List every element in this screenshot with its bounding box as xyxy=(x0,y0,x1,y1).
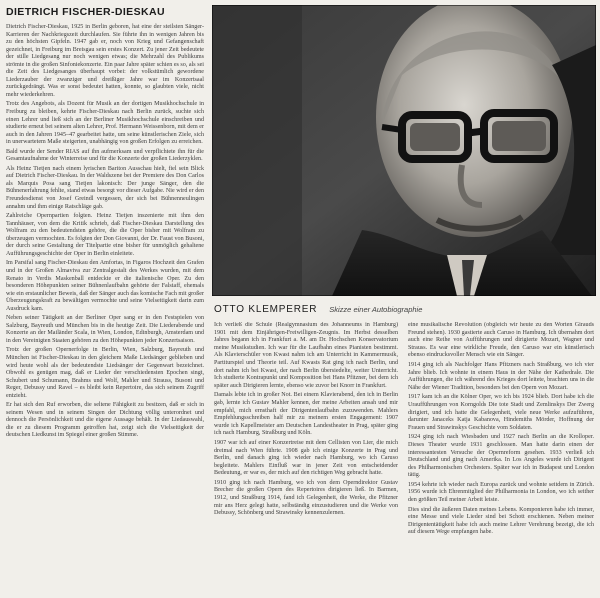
right-paragraph: Damals lebte ich in großer Not. Bei einem Klavierabend, den ich in Berlin gab, lernte ich Gustav Mahler kennen, der meine Arbeiten ansah und mir empfahl, mich ernsthaft der Dirigentenlaufbahn zuzuwenden. Mahlers Empfehlungsschreiben half mir zu meinem ersten Engagement: 1907 wurde ich Kapellmeister am Deutschen Landestheater in Prag, später ging ich nach Hamburg, Straßburg und Köln. xyxy=(214,392,398,437)
right-paragraph: eine musikalische Revolution (obgleich wir heute zu den Worten Girauds Freund stehen). 1930 gastierte auch Caruso in Hamburg. Ich übernahm dort auch eine Reihe von Aufführungen und dirigierte Mozart, Wagner und Strauss. Es war eine wirkliche Freude, den Caruso war ein künstlerisch ebenso eindrucksvoller Mensch wie ein Sänger. xyxy=(408,322,594,359)
right-paragraph: 1914 ging ich als Nachfolger Hans Pfitzners nach Straßburg, wo ich vier Jahre blieb. Ich wohnte in einem Haus in der Nähe der Kathedrale. Die Aufführungen, die ich während des Krieges dort leitete, brachten uns in die Nähe der Wiener Tradition, besonders bei den Opern von Mozart. xyxy=(408,361,594,391)
right-paragraph: Dies sind die äußeren Daten meines Lebens. Komponieren habe ich immer, eine Messe und viele Lieder sind bei Schott erschienen. Neben meiner Dirigententätigkeit habe ich auch meine Lehrer Verehrung bezeigt, die ich auf diesem Wege empfangen habe. xyxy=(408,506,594,536)
portrait-photo xyxy=(212,5,596,296)
left-paragraph: Neben seiner Tätigkeit an der Berliner Oper sang er in den Festspielen von Salzburg, Bayreuth und München bis in die heutige Zeit. Die Liederabende und Konzerte an der Mailänder Scala, in Wien, London, Edinburgh, Amsterdam und in den Vereinigten Staaten gehören zu den Höhepunkten jeder Konzertsaison. xyxy=(6,315,204,344)
article-heading xyxy=(214,304,594,320)
right-paragraph: 1924 ging ich nach Wiesbaden und 1927 nach Berlin an die Krolloper. Dieses Theater wurde 1931 geschlossen. Man hatte darin einen der interessantesten Versuche der Opernreform gesehen. 1933 verließ ich Deutschland und ging nach Amerika. In Los Angeles wurde ich Dirigent des Philharmonischen Orchesters. Später war ich in Budapest und London tätig. xyxy=(408,434,594,479)
left-paragraph: Bald wurde der Sender RIAS auf ihn aufmerksam und verpflichtete ihn für die Gesamtaufnahme der Winterreise und für die Konzerte der großen Liederzyklen. xyxy=(6,148,204,163)
left-paragraph: Zahlreiche Opernpartien folgten. Heinz Tietjen inszenierte mit ihm den Tannhäuser, von dem die Kritik schrieb, daß Fischer-Dieskau Darstellung des Wolfram zu den bedeutendsten gehöre, die die Oper bisher mit Wolfram zu überzeugen vermochten. Es folgten der Don Giovanni, der Dr. Faust von Busoni, der durch seine Gestaltung der Titelpartie eine bisher für unmöglich gehaltene Aufführungsgeschichte der Oper in Berlin einleitete. xyxy=(6,213,204,257)
portrait-illustration xyxy=(212,5,596,296)
right-paragraph: 1954 kehrte ich wieder nach Europa zurück und wohnte seitdem in Zürich. 1956 wurde ich Ehrenmitglied der Philharmonia in London, wo ich seither den größten Teil meiner Arbeit leiste. xyxy=(408,481,594,504)
left-title: DIETRICH FISCHER-DIESKAU xyxy=(6,6,165,18)
left-text xyxy=(6,24,204,440)
right-column-2 xyxy=(408,322,594,592)
left-paragraph: Trotz der großen Opernerfolge in Berlin, Wien, Salzburg, Bayreuth und München ist Fischer-Dieskau in den gleichem Maße Liedsänger geblieben und wird heute wohl als der bedeutendste Liedsänger der Gegenwart bezeichnet. Obwohl es genügen mag, daß er Lieder der verschiedensten Epochen singt, Schubert und Schumann, Brahms und Wolf, Mahler und Strauss, Busoni und Reger, Debussy und Ravel – es bleibt kein Repertoire, das sich seinem Zugriff entzieht. xyxy=(6,347,204,399)
left-paragraph: Er hat sich den Ruf erworben, die seltene Fähigkeit zu besitzen, daß er sich in seinem Wesen und in seinem Singen der Dichtung völlig unterordnet und dennoch die Persönlichkeit und die eigene Aussage behält. In der Liedauswahl, die er zu diesem Programm getroffen hat, zeigt sich die Vielseitigkeit der deutschen Liedkunst im Spiegel einer großen Stimme. xyxy=(6,402,204,439)
right-paragraph: 1910 ging ich nach Hamburg, wo ich von dem Operndirektor Gustav Brecher die großen Opern des Repertoires dirigieren ließ. In Barmen, 1912, und Straßburg 1914, fand ich Gelegenheit, die Werke, die Pfitzner mir ans Herz gelegt hatte, selbständig einzustudieren und die Werke von Debussy, Schönberg und Strawinsky kennenzulernen. xyxy=(214,479,398,517)
article-title: OTTO KLEMPERER xyxy=(214,304,318,315)
right-paragraph: 1917 kam ich an die Kölner Oper, wo ich bis 1924 blieb. Dort habe ich die Uraufführungen von Korngolds Die tote Stadt und Zemlinskys Der Zwerg dirigiert, und ich hatte die Gelegenheit, viele neue Werke aufzuführen, darunter Janaceks Katja Kabanova, Hindemiths Mörder, Hoffnung der Frauen und Strawinskys Geschichte vom Soldaten. xyxy=(408,394,594,431)
right-paragraph: 1907 war ich auf einer Konzertreise mit dem Cellisten von Lier, die mich dreimal nach Wien führte. 1908 gab ich einige Konzerte in Prag und Berlin, und danach ging ich wieder nach Hamburg, wo ich Caruso begleitete. Mahlers Einfluß war in jener Zeit von entscheidender Bedeutung, er war es, der mich auf den richtigen Weg gebracht hatte. xyxy=(214,439,398,477)
right-column-1 xyxy=(214,322,398,592)
left-column xyxy=(6,6,204,592)
right-paragraph: Ich verließ die Schule (Realgymnasium des Johanneums in Hamburg) 1901 mit dem Einjährigen-Freiwilligen-Zeugnis. Im Herbst desselben Jahres begann ich in Frankfurt a. M. am Dr. Hochschen Konservatorium meine Musikstudien. Ich war für die Laufbahn eines Pianisten bestimmt. Als Klavierschüler von Kwast nahm ich am Unterricht in Kammermusik, Partiturspiel und Theorie teil. Auf Kwasts Rat ging ich nach Berlin, und dort nahm ich bei Kwast, der nach Berlin übersiedelte, weiter Unterricht. Ich studierte Kontrapunkt und Komposition bei Hans Pfitzner, bei dem ich später auch Dirigieren lernte, ebenso wie zuvor bei Knorr in Frankfurt. xyxy=(214,322,398,389)
left-paragraph: Trotz des Angebots, als Dozent für Musik an der dortigen Musikhochschule in Freiburg zu bleiben, kehrte Fischer-Dieskau nach Berlin zurück, suchte sich einen Lehrer und ließ sich an der Berliner Musikhochschule einschreiben und studierte erneut bei seinem alten Lehrer, Prof. Hermann Weissenborn, mit dem er auch in den Jahren 1945–47 gearbeitet hatte, um seine künstlerischen Ziele, sich in unerwartetem Maße steigerten, unabhängig von großen Erfolgen zu erreichen. xyxy=(6,101,204,146)
left-paragraph: Dietrich Fischer-Dieskau, 1925 in Berlin geboren, hat eine der steilsten Sänger-Karrieren der Nachkriegszeit durchlaufen. Sie führte ihn in wenigen Jahren bis zu den höchsten Gipfeln. 1947 gab er, noch von Krieg und Gefangenschaft gezeichnet, in Freiburg im Breisgau sein erstes Konzert. Zu jener Zeit bedeutete der stille Liedgesang nur noch wenigen etwas; die Mehrzahl des Publikums strömte in die großen Sinfoniekonzerte. Ein paar Jahre später schien es so, als sei die Zeit des Liedgesanges überhaupt vorbei: der volkstümlich gewordene Liederzauber der zwanziger und dreißiger Jahre war im Konzertsaal zurückgedrängt. Was er sonst bedeutet hatten, konnte, so glaubten viele, nicht mehr wiederkehren. xyxy=(6,24,204,98)
left-paragraph: Im Parsifal sang Fischer-Dieskau den Amfortas, in Figaros Hochzeit den Grafen und in der Großen Almaviva zur Zentralgestalt des Werkes wurden, mit dem Renato in Verdis Maskenball entdeckte er die italienische Oper. Zu den besonderen Höhepunkten seiner Bühnenlaufbahn gehörte der Falstaff, ehemals wie ein erstaunlicher Beweis, daß der Sänger auch das komische Fach mit großer Überzeugungskraft zu bewältigen vermochte und seine Vielseitigkeit darin zum Ausdruck kam. xyxy=(6,260,204,312)
left-paragraph: Als Heinz Tietjen nach einem lyrischen Bariton Ausschau hielt, fiel sein Blick auf Dietrich Fischer-Dieskau. In der Waldszene bei der Premiere des Don Carlos als Marquis Posa sang Tietjen lakonisch: Der junge Sänger, den die Bühnenerfahrung fehlte, stand etwas besorgt vor dieser Aufgabe. Nie wird er den Freundesdienst von Josef Greindl vergessen, der sich bei Bühnenneulingen annahm und ihm einige Ratschläge gab. xyxy=(6,165,204,210)
article-subtitle: Skizze einer Autobiographie xyxy=(329,305,423,314)
